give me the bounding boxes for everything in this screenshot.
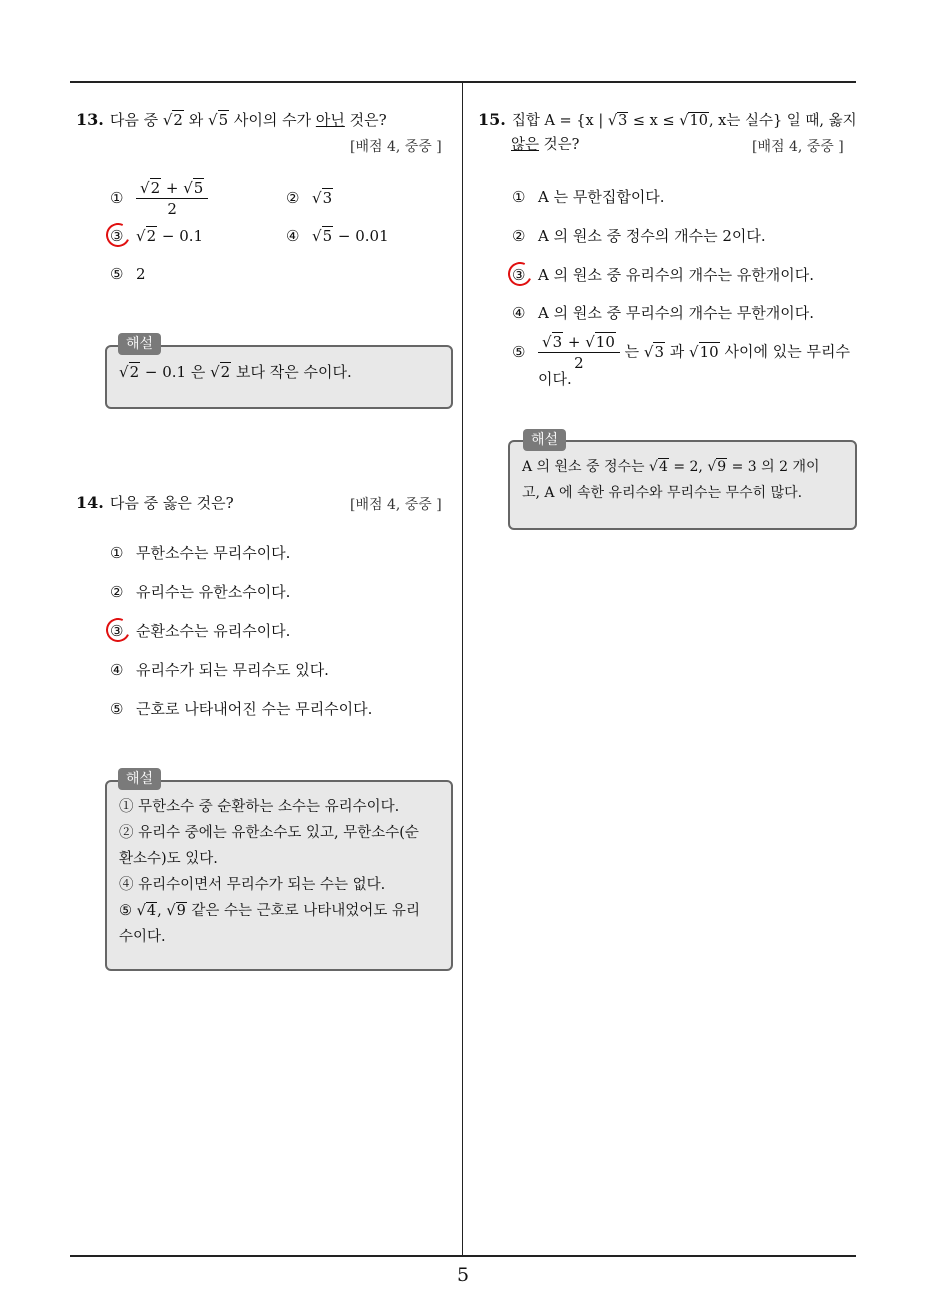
q14-choice-2[interactable]: ② 유리수는 유한소수이다. [110, 583, 291, 601]
solution-tag: 해설 [118, 333, 161, 355]
q13-meta: [배점 4, 중중 ] [350, 139, 442, 155]
q15-solution-box [508, 440, 857, 530]
q15-choice-3[interactable]: ③ A 의 원소 중 유리수의 개수는 유한개이다. [512, 266, 815, 284]
q14-meta: [배점 4, 중중 ] [350, 497, 442, 513]
q14-choice-3[interactable]: ③ 순환소수는 유리수이다. [110, 622, 291, 640]
q15-choice-1[interactable]: ① A 는 무한집합이다. [512, 188, 665, 206]
q13-choice-4[interactable]: ④ √5 − 0.01 [286, 227, 389, 245]
solution-tag: 해설 [523, 429, 566, 451]
emphasis: 않은 [511, 137, 540, 153]
q15-choice-2[interactable]: ② A 의 원소 중 정수의 개수는 2이다. [512, 227, 766, 245]
q13-choice-3[interactable]: ③ √2 − 0.1 [110, 227, 204, 245]
q15-choice-4[interactable]: ④ A 의 원소 중 무리수의 개수는 무한개이다. [512, 304, 815, 322]
solution-tag: 해설 [118, 768, 161, 790]
solution-line: 환소수)도 있다. [119, 851, 218, 867]
solution-line: 수이다. [119, 929, 166, 945]
q14-choice-4[interactable]: ④ 유리수가 되는 무리수도 있다. [110, 661, 329, 679]
q13-choice-2[interactable]: ② √3 [286, 189, 333, 207]
q14-choice-5[interactable]: ⑤ 근호로 나타내어진 수는 무리수이다. [110, 700, 373, 718]
solution-line: ① 무한소수 중 순환하는 소수는 유리수이다. [119, 799, 400, 815]
q15-stem: 15. 집합 A = {x | √3 ≤ x ≤ √10, x는 실수} 일 때, 옳지 않은 것은? [478, 110, 857, 153]
q14-solution-box [105, 780, 453, 971]
q13-choice-1[interactable]: ① $\frac{√2 + √5}{2}$ [110, 178, 208, 219]
q13-choice-5[interactable]: ⑤ 2 [110, 265, 146, 283]
sqrt: √2 [162, 111, 183, 129]
solution-line: ② 유리수 중에는 유한소수도 있고, 무한소수(순 [119, 825, 419, 841]
top-rule [70, 81, 856, 83]
solution-line: A 의 원소 중 정수는 √4 = 2, √9 = 3 의 2 개이 [522, 459, 820, 475]
q15-choice-5[interactable]: ⑤ $\frac{√3 + √10}{2}$ 는 √3 과 √10 사이에 있는 무리수 [512, 333, 850, 372]
solution-line: 고, A 에 속한 유리수와 무리수는 무수히 많다. [522, 485, 803, 501]
q14-choice-1[interactable]: ① 무한소수는 무리수이다. [110, 544, 291, 562]
q13-stem: 13. 다음 중 √2 와 √5 사이의 수가 아닌 것은? [76, 108, 387, 132]
bottom-rule [70, 1255, 856, 1257]
fraction: $\frac{√2 + √5}{2}$ [136, 178, 208, 219]
solution-line: ⑤ √4, √9 같은 수는 근호로 나타내었어도 유리 [119, 903, 420, 919]
sqrt: √5 [208, 111, 229, 129]
solution-text: √2 − 0.1 은 √2 보다 작은 수이다. [119, 363, 352, 381]
column-divider [462, 83, 463, 1255]
emphasis: 아닌 [315, 111, 345, 129]
fraction: $\frac{√3 + √10}{2}$ [538, 332, 620, 373]
q15-meta: [배점 4, 중중 ] [752, 139, 844, 155]
q14-stem: 14. 다음 중 옳은 것은? [76, 493, 234, 512]
solution-line: ④ 유리수이면서 무리수가 되는 수는 없다. [119, 877, 386, 893]
q15-choice-5-cont: 이다. [538, 370, 572, 388]
page-number: 5 [456, 1264, 470, 1286]
